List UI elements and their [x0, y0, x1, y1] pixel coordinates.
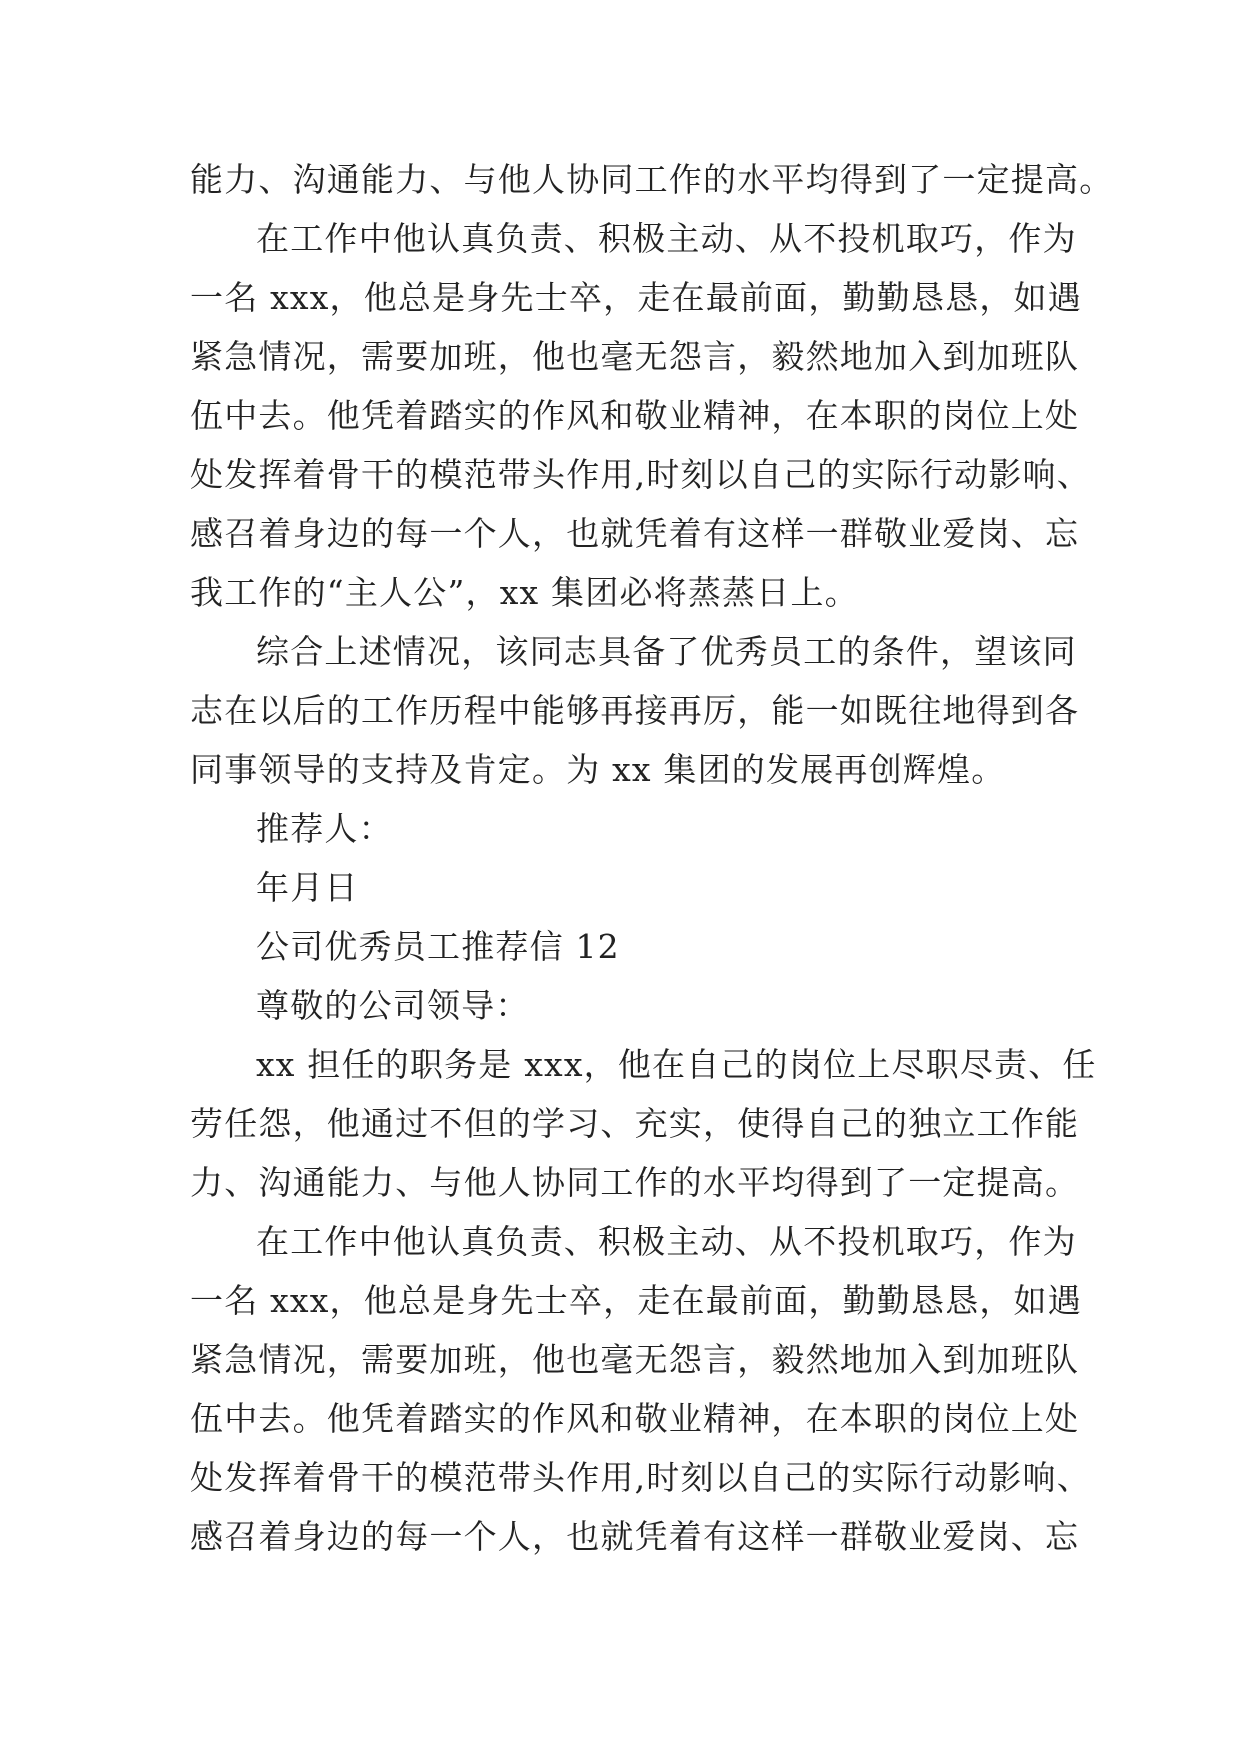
- document-body: [190, 150, 1114, 1566]
- text-line: 紧急情况，需要加班，他也毫无怨言，毅然地加入到加班队: [190, 337, 1080, 376]
- text-line: 一名 xxx，他总是身先士卒，走在最前面，勤勤恳恳，如遇: [190, 1281, 1082, 1320]
- text-line: 感召着身边的每一个人，也就凭着有这样一群敬业爱岗、忘: [190, 514, 1080, 553]
- text-line: 力、沟通能力、与他人协同工作的水平均得到了一定提高。: [190, 1163, 1080, 1202]
- text-line: 伍中去。他凭着踏实的作风和敬业精神，在本职的岗位上处: [190, 1399, 1080, 1438]
- text-line: 尊敬的公司领导：: [256, 986, 530, 1025]
- text-line: 我工作的“主人公”，xx 集团必将蒸蒸日上。: [190, 573, 859, 612]
- text-line: 在工作中他认真负责、积极主动、从不投机取巧，作为: [256, 1222, 1077, 1261]
- text-line: 感召着身边的每一个人，也就凭着有这样一群敬业爱岗、忘: [190, 1517, 1080, 1556]
- text-line: 志在以后的工作历程中能够再接再厉，能一如既往地得到各: [190, 691, 1080, 730]
- text-line: 综合上述情况，该同志具备了优秀员工的条件，望该同: [256, 632, 1077, 671]
- text-line: 推荐人：: [256, 809, 393, 848]
- text-line: 劳任怨，他通过不但的学习、充实，使得自己的独立工作能: [190, 1104, 1080, 1143]
- text-line: 一名 xxx，他总是身先士卒，走在最前面，勤勤恳恳，如遇: [190, 278, 1082, 317]
- text-line: 伍中去。他凭着踏实的作风和敬业精神，在本职的岗位上处: [190, 396, 1080, 435]
- text-line: 同事领导的支持及肯定。为 xx 集团的发展再创辉煌。: [190, 750, 1006, 789]
- text-line: 处发挥着骨干的模范带头作用,时刻以自己的实际行动影响、: [190, 1458, 1091, 1497]
- text-line: 能力、沟通能力、与他人协同工作的水平均得到了一定提高。: [190, 160, 1114, 199]
- text-line: 年月日: [256, 868, 359, 907]
- text-line: xx 担任的职务是 xxx，他在自己的岗位上尽职尽责、任: [256, 1045, 1097, 1084]
- text-line: 处发挥着骨干的模范带头作用,时刻以自己的实际行动影响、: [190, 455, 1091, 494]
- text-line: 在工作中他认真负责、积极主动、从不投机取巧，作为: [256, 219, 1077, 258]
- text-line: 公司优秀员工推荐信 12: [256, 927, 620, 966]
- text-line: 紧急情况，需要加班，他也毫无怨言，毅然地加入到加班队: [190, 1340, 1080, 1379]
